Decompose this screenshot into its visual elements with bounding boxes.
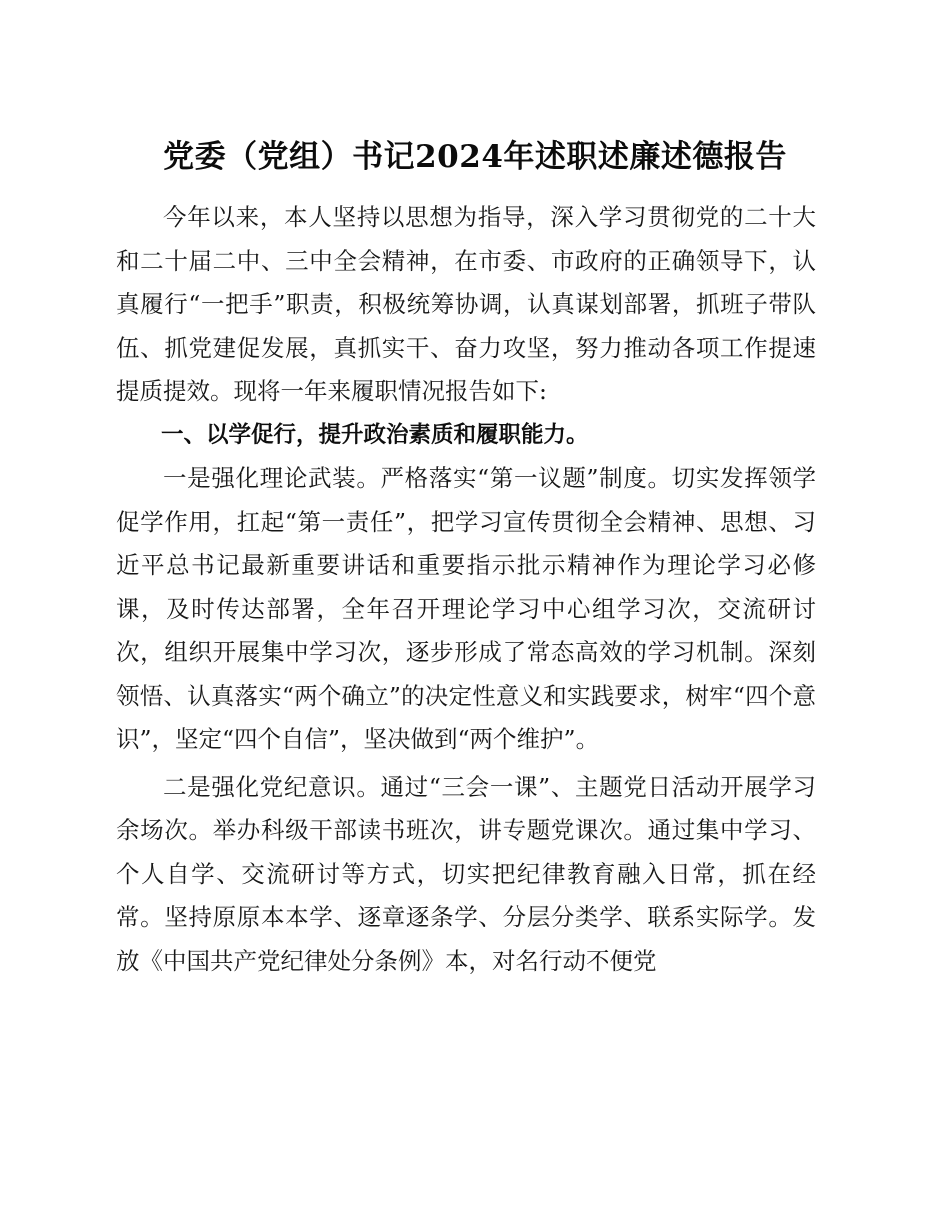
body-paragraph-theory: 一是强化理论武装。严格落实“第一议题”制度。切实发挥领学促学作用，扛起“第一责任”，把学习宣传贯彻全会精神、思想、习近平总书记最新重要讲话和重要指示批示精神作为理论学习必修课，及时传达部署，全年召开理论学习中心组学习次，交流研讨次，组织开展集中学习次，逐步形成了常态高效的学习机制。深刻领悟、认真落实“两个确立”的决定性意义和实践要求，树牢“四个意识”，坚定“四个自信”，坚决做到“两个维护”。 bbox=[116, 464, 816, 753]
document-body bbox=[116, 196, 816, 983]
section-heading: 一、以学促行，提升政治素质和履职能力。 bbox=[161, 421, 589, 448]
document-title: 党委（党组）书记2024年述职述廉述德报告 bbox=[163, 139, 787, 175]
body-paragraph-discipline: 二是强化党纪意识。通过“三会一课”、主题党日活动开展学习余场次。举办科级干部读书班次，讲专题党课次。通过集中学习、个人自学、交流研讨等方式，切实把纪律教育融入日常，抓在经常。坚持原原本本学、逐章逐条学、分层分类学、联系实际学。发放《中国共产党纪律处分条例》本，对名行动不便党 bbox=[116, 772, 816, 975]
intro-paragraph: 今年以来，本人坚持以思想为指导，深入学习贯彻党的二十大和二十届二中、三中全会精神，在市委、市政府的正确领导下，认真履行“一把手”职责，积极统筹协调，认真谋划部署，抓班子带队伍、抓党建促发展，真抓实干、奋力攻坚，努力推动各项工作提速提质提效。现将一年来履职情况报告如下: bbox=[116, 203, 816, 405]
